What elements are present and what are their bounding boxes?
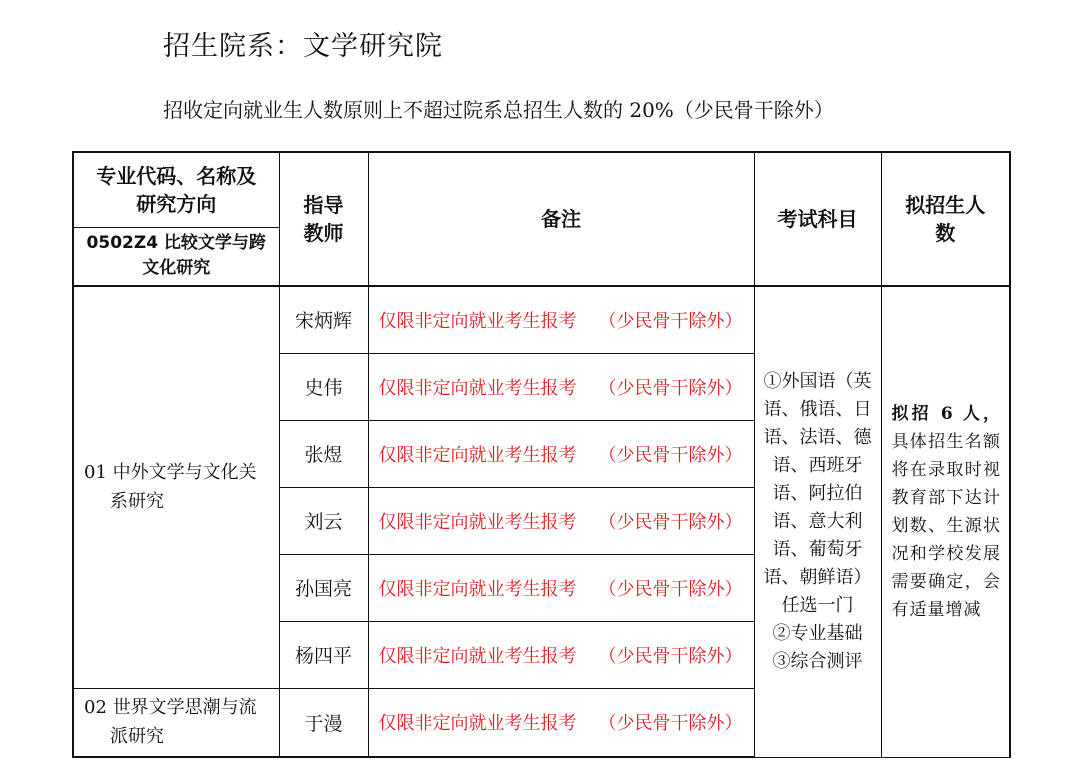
header-teacher: 指导教师 bbox=[279, 152, 368, 286]
header-major: 专业代码、名称及研究方向 bbox=[73, 152, 279, 227]
remark-cell: 仅限非定向就业考生报考 （少民骨干除外） bbox=[368, 420, 754, 487]
admissions-table bbox=[72, 151, 1011, 758]
teacher-name: 孙国亮 bbox=[279, 554, 368, 621]
teacher-name: 刘云 bbox=[279, 487, 368, 554]
remark-cell: 仅限非定向就业考生报考 （少民骨干除外） bbox=[368, 487, 754, 554]
header-exam: 考试科目 bbox=[754, 152, 881, 286]
teacher-name: 史伟 bbox=[279, 353, 368, 420]
direction-01: 01 中外文学与文化关系研究 bbox=[73, 286, 279, 688]
remark-cell: 仅限非定向就业考生报考 （少民骨干除外） bbox=[368, 353, 754, 420]
header-remark: 备注 bbox=[368, 152, 754, 286]
header-quota: 拟招生人数 bbox=[881, 152, 1010, 286]
remark-cell: 仅限非定向就业考生报考 （少民骨干除外） bbox=[368, 554, 754, 621]
quota-description: 拟招 6 人，具体招生名额将在录取时视教育部下达计划数、生源状况和学校发展需要确定，会有适量增减 bbox=[881, 286, 1010, 757]
page-title: 招生院系：文学研究院 bbox=[163, 31, 443, 62]
direction-02: 02 世界文学思潮与流派研究 bbox=[73, 688, 279, 757]
major-code: 0502Z4 比较文学与跨文化研究 bbox=[73, 227, 279, 286]
enrollment-notice: 招收定向就业生人数原则上不超过院系总招生人数的 20%（少民骨干除外） bbox=[163, 98, 834, 122]
remark-cell: 仅限非定向就业考生报考 （少民骨干除外） bbox=[368, 688, 754, 757]
exam-subjects: ①外国语（英语、俄语、日语、法语、德语、西班牙语、阿拉伯语、意大利语、葡萄牙语、朝鲜语）任选一门 ②专业基础 ③综合测评 bbox=[754, 286, 881, 757]
teacher-name: 杨四平 bbox=[279, 621, 368, 688]
remark-cell: 仅限非定向就业考生报考 （少民骨干除外） bbox=[368, 286, 754, 353]
teacher-name: 宋炳辉 bbox=[279, 286, 368, 353]
teacher-name: 张煜 bbox=[279, 420, 368, 487]
remark-cell: 仅限非定向就业考生报考 （少民骨干除外） bbox=[368, 621, 754, 688]
teacher-name: 于漫 bbox=[279, 688, 368, 757]
